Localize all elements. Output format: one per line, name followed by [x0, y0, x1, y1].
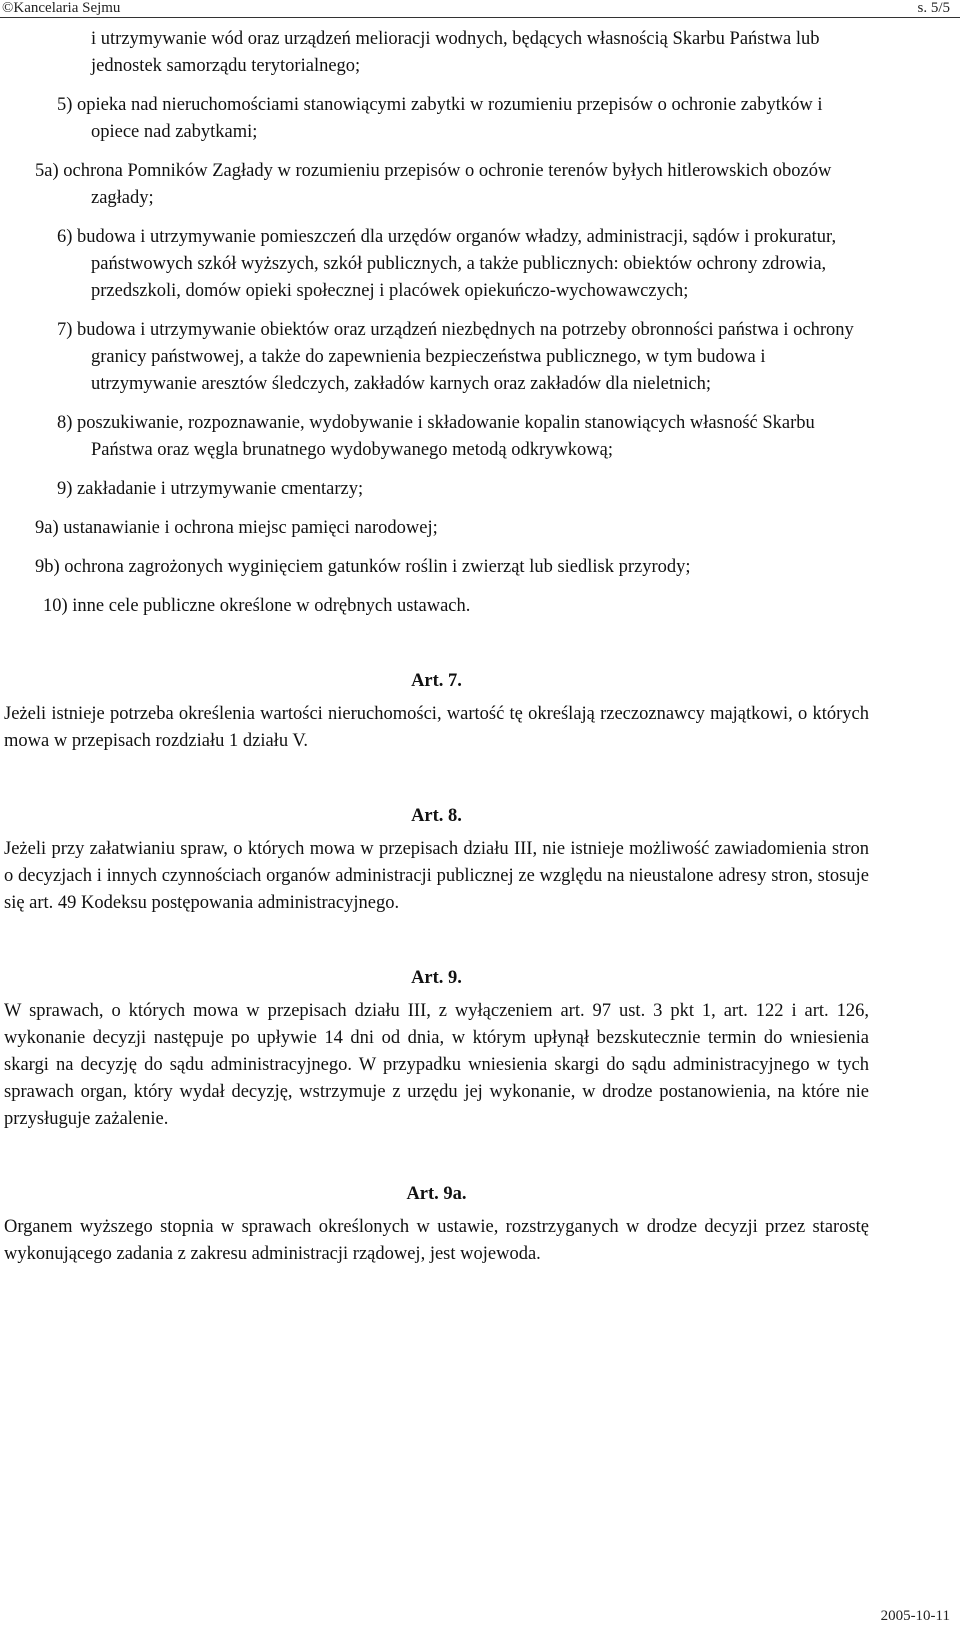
- list-item: i utrzymywanie wód oraz urządzeń melioracji wodnych, będących własnością Skarbu Państwa lub jednostek samorządu terytorialnego;: [91, 29, 820, 76]
- page-number: s. 5/5: [917, 0, 950, 16]
- article-text: Organem wyższego stopnia w sprawach określonych w ustawie, rozstrzyganych w drodze decyzji przez starostę wykonującego zadania z zakresu administracji rządowej, jest wojewoda.: [4, 1217, 869, 1264]
- list-item: 5) opieka nad nieruchomościami stanowiącymi zabytki w rozumieniu przepisów o ochronie zabytków i opiece nad zabytkami;: [57, 95, 823, 142]
- article-title: Art. 8.: [411, 806, 462, 826]
- article-text: Jeżeli przy załatwianiu spraw, o których mowa w przepisach działu III, nie istnieje możliwość zawiadomienia stron o decyzjach i innych czynnościach organów administracji publicznej ze względu na nieustalone adresy stron, stosuje się art. 49 Kodeksu postępowania administracyjnego.: [4, 839, 869, 913]
- page-header: [0, 0, 960, 22]
- article-text: Jeżeli istnieje potrzeba określenia wartości nieruchomości, wartość tę określają rzeczoznawcy majątkowi, o których mowa w przepisach rozdziału 1 działu V.: [4, 704, 869, 751]
- list-item: 6) budowa i utrzymywanie pomieszczeń dla urzędów organów władzy, administracji, sądów i prokuratur, państwowych szkół wyższych, szkół publicznych, a także publicznych: obiektów ochrony zdrowia, przedszkoli, domów opieki społecznej i placówek opiekuńczo-wychowawczych;: [57, 227, 837, 301]
- article-title: Art. 9a.: [406, 1184, 467, 1204]
- copyright-label: ©Kancelaria Sejmu: [2, 0, 121, 16]
- list-item: 9) zakładanie i utrzymywanie cmentarzy;: [57, 479, 364, 499]
- article-text: W sprawach, o których mowa w przepisach działu III, z wyłączeniem art. 97 ust. 3 pkt 1, art. 122 i art. 126, wykonanie decyzji następuje po upływie 14 dni od dnia, w którym upłynął bezskutecznie termin do wniesienia skargi na decyzję do sądu administracyjnego. W przypadku wniesienia skargi do sądu administracyjnego w tych sprawach organ, który wydał decyzję, wstrzymuje z urzędu jej wykonanie, w drodze postanowienia, na które nie przysługuje zażalenie.: [4, 1001, 869, 1129]
- list-item: 10) inne cele publiczne określone w odrębnych ustawach.: [43, 596, 471, 616]
- list-item: 5a) ochrona Pomników Zagłady w rozumieniu przepisów o ochronie terenów byłych hitlerowskich obozów zagłady;: [35, 161, 832, 208]
- header-rule: [0, 17, 960, 18]
- article-title: Art. 7.: [411, 671, 462, 691]
- footer-date: 2005-10-11: [880, 1608, 950, 1624]
- article-title: Art. 9.: [411, 968, 462, 988]
- list-item: 8) poszukiwanie, rozpoznawanie, wydobywanie i składowanie kopalin stanowiących własność Skarbu Państwa oraz węgla brunatnego wydobywanego metodą odkrywkową;: [57, 413, 815, 460]
- list-item: 9b) ochrona zagrożonych wyginięciem gatunków roślin i zwierząt lub siedlisk przyrody;: [35, 557, 691, 577]
- list-item: 7) budowa i utrzymywanie obiektów oraz urządzeń niezbędnych na potrzeby obronności państwa i ochrony granicy państwowej, a także do zapewnienia bezpieczeństwa publicznego, w tym budowa i utrzymywanie aresztów śledczych, zakładów karnych oraz zakładów dla nieletnich;: [57, 320, 854, 394]
- list-item: 9a) ustanawianie i ochrona miejsc pamięci narodowej;: [35, 518, 438, 538]
- document-body: [4, 26, 869, 1268]
